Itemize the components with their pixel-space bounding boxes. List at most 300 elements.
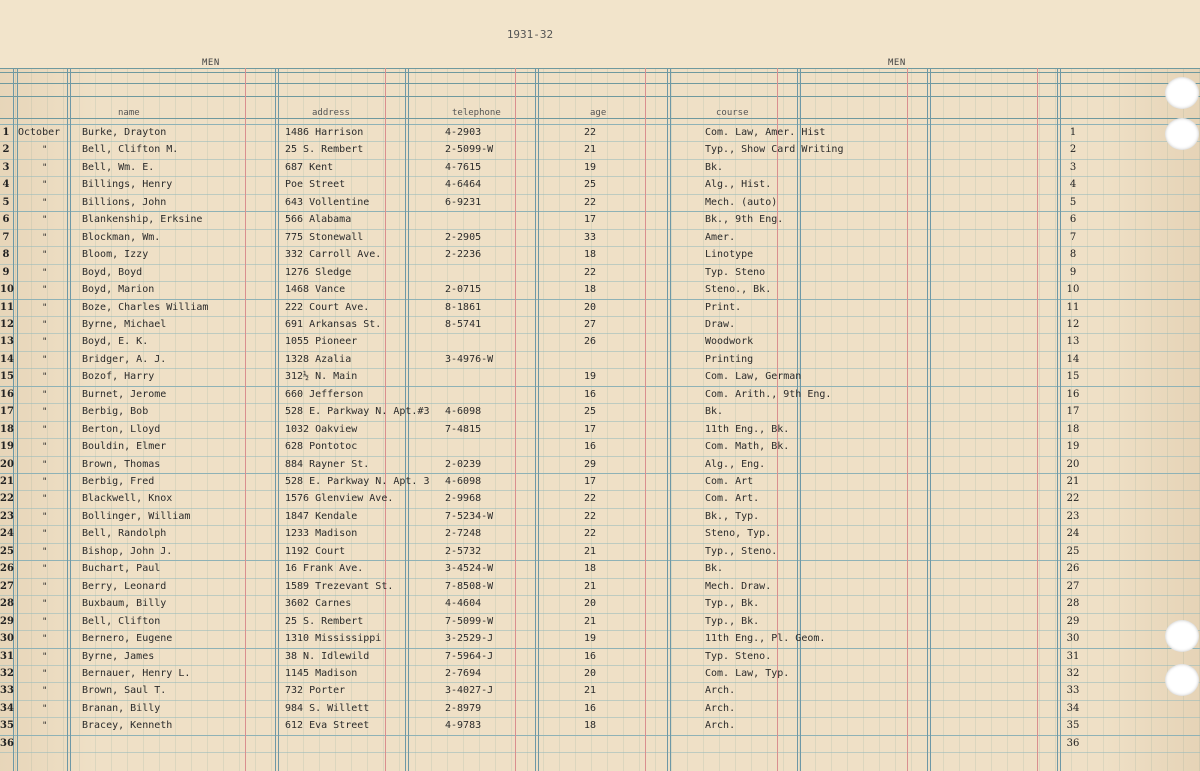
course-cell: Typ., Steno. <box>705 546 778 557</box>
table-row <box>0 229 1200 247</box>
row-number-right: 21 <box>1066 476 1080 487</box>
name-cell: Byrne, James <box>82 651 155 662</box>
name-cell: Boyd, Boyd <box>82 267 143 278</box>
table-row <box>0 281 1200 299</box>
age-cell: 22 <box>584 528 597 539</box>
course-cell: Mech. (auto) <box>705 197 778 208</box>
row-number-right: 19 <box>1066 441 1080 452</box>
row-number-right: 30 <box>1066 633 1080 644</box>
row-number: 20 <box>0 459 14 470</box>
name-cell: Boyd, Marion <box>82 284 155 295</box>
row-number-right: 9 <box>1069 267 1077 278</box>
course-cell: Typ., Bk. <box>705 616 760 627</box>
course-cell: Typ., Bk. <box>705 598 760 609</box>
name-cell: Bernero, Eugene <box>82 633 173 644</box>
row-number: 5 <box>2 197 10 208</box>
course-cell: Bk. <box>705 162 724 173</box>
course-cell: Com. Law, German <box>705 371 802 382</box>
address-cell: 1486 Harrison <box>285 127 364 138</box>
row-number-right: 14 <box>1066 354 1080 365</box>
row-number-right: 2 <box>1069 144 1077 155</box>
age-cell: 25 <box>584 406 597 417</box>
address-cell: 884 Rayner St. <box>285 459 370 470</box>
row-number: 21 <box>0 476 14 487</box>
row-number: 30 <box>0 633 14 644</box>
course-cell: Bk. <box>705 563 724 574</box>
table-row <box>0 525 1200 543</box>
name-cell: Boze, Charles William <box>82 302 209 313</box>
age-cell: 29 <box>584 459 597 470</box>
column-header-telephone: telephone <box>452 108 501 118</box>
row-number: 32 <box>0 668 14 679</box>
course-cell: Com. Math, Bk. <box>705 441 790 452</box>
month-cell: " <box>42 599 48 609</box>
row-number: 7 <box>2 232 10 243</box>
address-cell: 643 Vollentine <box>285 197 370 208</box>
course-cell: Bk., 9th Eng. <box>705 214 784 225</box>
name-cell: Bell, Clifton M. <box>82 144 179 155</box>
telephone-cell: 2-7248 <box>445 528 482 539</box>
row-number: 24 <box>0 528 14 539</box>
table-row <box>0 560 1200 578</box>
ruling-line <box>0 118 1200 119</box>
age-cell: 19 <box>584 633 597 644</box>
table-row <box>0 421 1200 439</box>
telephone-cell: 2-9968 <box>445 493 482 504</box>
address-cell: 775 Stonewall <box>285 232 364 243</box>
telephone-cell: 4-6098 <box>445 476 482 487</box>
month-cell: " <box>42 512 48 522</box>
row-number-right: 32 <box>1066 668 1080 679</box>
telephone-cell: 4-7615 <box>445 162 482 173</box>
address-cell: 16 Frank Ave. <box>285 563 364 574</box>
course-cell: 11th Eng., Bk. <box>705 424 790 435</box>
row-number-right: 23 <box>1066 511 1080 522</box>
age-cell: 21 <box>584 546 597 557</box>
month-cell: " <box>42 721 48 731</box>
month-cell: " <box>42 686 48 696</box>
telephone-cell: 3-4524-W <box>445 563 494 574</box>
row-number: 12 <box>0 319 14 330</box>
age-cell: 19 <box>584 371 597 382</box>
address-cell: 1328 Azalia <box>285 354 352 365</box>
age-cell: 20 <box>584 302 597 313</box>
row-number-right: 13 <box>1066 336 1080 347</box>
telephone-cell: 4-6464 <box>445 179 482 190</box>
row-number-right: 3 <box>1069 162 1077 173</box>
course-cell: Alg., Eng. <box>705 459 766 470</box>
row-number-right: 8 <box>1069 249 1077 260</box>
binder-hole-4 <box>1165 664 1199 696</box>
binder-hole-3 <box>1165 620 1199 652</box>
month-cell: " <box>42 617 48 627</box>
name-cell: Billions, John <box>82 197 167 208</box>
age-cell: 18 <box>584 563 597 574</box>
age-cell: 18 <box>584 720 597 731</box>
row-number-right: 25 <box>1066 546 1080 557</box>
telephone-cell: 2-0715 <box>445 284 482 295</box>
telephone-cell: 4-9783 <box>445 720 482 731</box>
row-number: 4 <box>2 179 10 190</box>
men-label-right: MEN <box>888 58 906 68</box>
telephone-cell: 7-4815 <box>445 424 482 435</box>
month-cell: " <box>42 320 48 330</box>
address-cell: 687 Kent <box>285 162 334 173</box>
row-number-right: 15 <box>1066 371 1080 382</box>
address-cell: 312½ N. Main <box>285 371 358 382</box>
age-cell: 16 <box>584 389 597 400</box>
month-cell: " <box>42 460 48 470</box>
row-number: 33 <box>0 685 14 696</box>
address-cell: 528 E. Parkway N. Apt.#3 <box>285 406 430 417</box>
address-cell: 1589 Trezevant St. <box>285 581 394 592</box>
row-number: 22 <box>0 493 14 504</box>
address-cell: 25 S. Rembert <box>285 616 364 627</box>
table-row <box>0 473 1200 491</box>
telephone-cell: 3-2529-J <box>445 633 494 644</box>
ruling-line <box>0 68 1200 69</box>
telephone-cell: 3-4976-W <box>445 354 494 365</box>
column-header-course: course <box>716 108 749 118</box>
name-cell: Boyd, E. K. <box>82 336 149 347</box>
name-cell: Bishop, John J. <box>82 546 173 557</box>
row-number: 28 <box>0 598 14 609</box>
row-number: 3 <box>2 162 10 173</box>
month-cell: " <box>42 268 48 278</box>
course-cell: Bk. <box>705 406 724 417</box>
telephone-cell: 2-2236 <box>445 249 482 260</box>
row-number: 13 <box>0 336 14 347</box>
month-cell: " <box>42 634 48 644</box>
row-number-right: 24 <box>1066 528 1080 539</box>
age-cell: 22 <box>584 267 597 278</box>
month-cell: " <box>42 407 48 417</box>
month-cell: " <box>42 494 48 504</box>
row-number-right: 7 <box>1069 232 1077 243</box>
month-cell: " <box>42 303 48 313</box>
month-cell: " <box>42 233 48 243</box>
address-cell: 691 Arkansas St. <box>285 319 382 330</box>
row-number-right: 11 <box>1066 302 1080 313</box>
month-cell: " <box>42 163 48 173</box>
row-number-right: 22 <box>1066 493 1080 504</box>
course-cell: Com. Law, Amer. Hist <box>705 127 826 138</box>
address-cell: 1576 Glenview Ave. <box>285 493 394 504</box>
address-cell: 25 S. Rembert <box>285 144 364 155</box>
table-row <box>0 613 1200 631</box>
age-cell: 21 <box>584 144 597 155</box>
age-cell: 22 <box>584 511 597 522</box>
row-number: 14 <box>0 354 14 365</box>
month-cell: " <box>42 704 48 714</box>
age-cell: 18 <box>584 284 597 295</box>
address-cell: Poe Street <box>285 179 346 190</box>
month-cell: " <box>42 337 48 347</box>
row-number: 35 <box>0 720 14 731</box>
row-number: 11 <box>0 302 14 313</box>
age-cell: 16 <box>584 441 597 452</box>
month-cell: " <box>42 529 48 539</box>
telephone-cell: 6-9231 <box>445 197 482 208</box>
telephone-cell: 4-4604 <box>445 598 482 609</box>
ruling-line <box>0 96 1200 97</box>
age-cell: 19 <box>584 162 597 173</box>
row-number-right: 36 <box>1066 738 1080 749</box>
row-number-right: 10 <box>1066 284 1080 295</box>
address-cell: 612 Eva Street <box>285 720 370 731</box>
table-row <box>0 351 1200 369</box>
table-row <box>0 368 1200 386</box>
address-cell: 1032 Oakview <box>285 424 358 435</box>
row-number: 27 <box>0 581 14 592</box>
course-cell: Steno, Typ. <box>705 528 772 539</box>
course-cell: Com. Law, Typ. <box>705 668 790 679</box>
row-number-right: 29 <box>1066 616 1080 627</box>
course-cell: Typ. Steno. <box>705 651 772 662</box>
row-number-right: 31 <box>1066 651 1080 662</box>
name-cell: Berry, Leonard <box>82 581 167 592</box>
row-number-right: 5 <box>1069 197 1077 208</box>
table-row <box>0 735 1200 753</box>
course-cell: Mech. Draw. <box>705 581 772 592</box>
row-number: 1 <box>2 127 10 138</box>
name-cell: Bouldin, Elmer <box>82 441 167 452</box>
course-cell: Linotype <box>705 249 754 260</box>
address-cell: 528 E. Parkway N. Apt. 3 <box>285 476 430 487</box>
address-cell: 1055 Pioneer <box>285 336 358 347</box>
course-cell: Com. Art <box>705 476 754 487</box>
course-cell: Printing <box>705 354 754 365</box>
year-heading: 1931-32 <box>506 28 554 41</box>
age-cell: 18 <box>584 249 597 260</box>
row-number: 6 <box>2 214 10 225</box>
row-number-right: 26 <box>1066 563 1080 574</box>
row-number: 26 <box>0 563 14 574</box>
age-cell: 26 <box>584 336 597 347</box>
name-cell: Blockman, Wm. <box>82 232 161 243</box>
address-cell: 332 Carroll Ave. <box>285 249 382 260</box>
telephone-cell: 2-0239 <box>445 459 482 470</box>
course-cell: Steno., Bk. <box>705 284 772 295</box>
age-cell: 16 <box>584 703 597 714</box>
course-cell: Arch. <box>705 703 736 714</box>
row-number: 29 <box>0 616 14 627</box>
address-cell: 3602 Carnes <box>285 598 352 609</box>
month-cell: " <box>42 355 48 365</box>
row-number-right: 1 <box>1069 127 1077 138</box>
row-number-right: 20 <box>1066 459 1080 470</box>
row-number-right: 34 <box>1066 703 1080 714</box>
row-number-right: 6 <box>1069 214 1077 225</box>
month-cell: " <box>42 215 48 225</box>
row-number: 31 <box>0 651 14 662</box>
age-cell: 22 <box>584 127 597 138</box>
row-number-right: 12 <box>1066 319 1080 330</box>
telephone-cell: 7-5234-W <box>445 511 494 522</box>
telephone-cell: 2-2905 <box>445 232 482 243</box>
name-cell: Billings, Henry <box>82 179 173 190</box>
age-cell: 21 <box>584 581 597 592</box>
row-number-right: 4 <box>1069 179 1077 190</box>
name-cell: Bloom, Izzy <box>82 249 149 260</box>
table-row <box>0 124 1200 142</box>
column-header-address: address <box>312 108 350 118</box>
telephone-cell: 7-5964-J <box>445 651 494 662</box>
table-row <box>0 595 1200 613</box>
course-cell: Typ. Steno <box>705 267 766 278</box>
row-number: 10 <box>0 284 14 295</box>
month-cell: " <box>42 250 48 260</box>
month-cell: " <box>42 390 48 400</box>
telephone-cell: 4-2903 <box>445 127 482 138</box>
table-row <box>0 682 1200 700</box>
table-row <box>0 176 1200 194</box>
row-number: 8 <box>2 249 10 260</box>
name-cell: Berbig, Bob <box>82 406 149 417</box>
table-row <box>0 578 1200 596</box>
course-cell: Amer. <box>705 232 736 243</box>
age-cell: 22 <box>584 197 597 208</box>
row-number: 34 <box>0 703 14 714</box>
table-row <box>0 630 1200 648</box>
table-row <box>0 438 1200 456</box>
telephone-cell: 8-5741 <box>445 319 482 330</box>
telephone-cell: 3-4027-J <box>445 685 494 696</box>
telephone-cell: 2-8979 <box>445 703 482 714</box>
telephone-cell: 7-8508-W <box>445 581 494 592</box>
age-cell: 21 <box>584 616 597 627</box>
table-row <box>0 333 1200 351</box>
course-cell: Draw. <box>705 319 736 330</box>
row-number: 25 <box>0 546 14 557</box>
table-row <box>0 700 1200 718</box>
ruling-line <box>0 72 1200 73</box>
month-cell: " <box>42 652 48 662</box>
month-cell: " <box>42 669 48 679</box>
name-cell: Bozof, Harry <box>82 371 155 382</box>
name-cell: Branan, Billy <box>82 703 161 714</box>
table-row <box>0 299 1200 317</box>
month-cell: " <box>42 145 48 155</box>
table-row <box>0 456 1200 474</box>
table-row <box>0 316 1200 334</box>
telephone-cell: 8-1861 <box>445 302 482 313</box>
row-number-right: 27 <box>1066 581 1080 592</box>
address-cell: 1233 Madison <box>285 528 358 539</box>
course-cell: Typ., Show Card Writing <box>705 144 844 155</box>
table-row <box>0 246 1200 264</box>
month-cell: " <box>42 442 48 452</box>
table-row <box>0 648 1200 666</box>
age-cell: 20 <box>584 668 597 679</box>
ruling-line <box>0 83 1200 84</box>
address-cell: 984 S. Willett <box>285 703 370 714</box>
binder-hole-1 <box>1165 77 1199 109</box>
column-header-age: age <box>590 108 607 118</box>
age-cell: 27 <box>584 319 597 330</box>
age-cell: 17 <box>584 476 597 487</box>
month-cell: " <box>42 180 48 190</box>
row-number-right: 35 <box>1066 720 1080 731</box>
name-cell: Bell, Randolph <box>82 528 167 539</box>
table-row <box>0 403 1200 421</box>
name-cell: Bridger, A. J. <box>82 354 167 365</box>
row-number-right: 28 <box>1066 598 1080 609</box>
address-cell: 1145 Madison <box>285 668 358 679</box>
month-cell: " <box>42 425 48 435</box>
name-cell: Buchart, Paul <box>82 563 161 574</box>
address-cell: 1276 Sledge <box>285 267 352 278</box>
row-number-right: 16 <box>1066 389 1080 400</box>
address-cell: 1310 Mississippi <box>285 633 382 644</box>
table-row <box>0 717 1200 735</box>
name-cell: Bell, Clifton <box>82 616 161 627</box>
name-cell: Bernauer, Henry L. <box>82 668 191 679</box>
row-number: 18 <box>0 424 14 435</box>
month-cell: " <box>42 372 48 382</box>
course-cell: Com. Arith., 9th Eng. <box>705 389 832 400</box>
name-cell: Bracey, Kenneth <box>82 720 173 731</box>
month-cell: " <box>42 582 48 592</box>
name-cell: Brown, Thomas <box>82 459 161 470</box>
age-cell: 25 <box>584 179 597 190</box>
address-cell: 732 Porter <box>285 685 346 696</box>
name-cell: Bollinger, William <box>82 511 191 522</box>
name-cell: Blankenship, Erksine <box>82 214 203 225</box>
age-cell: 20 <box>584 598 597 609</box>
address-cell: 1468 Vance <box>285 284 346 295</box>
table-row <box>0 159 1200 177</box>
row-number-right: 17 <box>1066 406 1080 417</box>
name-cell: Bell, Wm. E. <box>82 162 155 173</box>
name-cell: Byrne, Michael <box>82 319 167 330</box>
month-cell: " <box>42 547 48 557</box>
address-cell: 628 Pontotoc <box>285 441 358 452</box>
table-row <box>0 490 1200 508</box>
table-row <box>0 211 1200 229</box>
name-cell: Blackwell, Knox <box>82 493 173 504</box>
table-row <box>0 665 1200 683</box>
name-cell: Brown, Saul T. <box>82 685 167 696</box>
row-number: 19 <box>0 441 14 452</box>
name-cell: Berbig, Fred <box>82 476 155 487</box>
telephone-cell: 2-7694 <box>445 668 482 679</box>
row-number: 2 <box>2 144 10 155</box>
name-cell: Buxbaum, Billy <box>82 598 167 609</box>
address-cell: 566 Alabama <box>285 214 352 225</box>
name-cell: Burnet, Jerome <box>82 389 167 400</box>
row-number: 9 <box>2 267 10 278</box>
address-cell: 222 Court Ave. <box>285 302 370 313</box>
course-cell: Woodwork <box>705 336 754 347</box>
table-row <box>0 386 1200 404</box>
row-number: 23 <box>0 511 14 522</box>
course-cell: Bk., Typ. <box>705 511 760 522</box>
row-number: 17 <box>0 406 14 417</box>
course-cell: 11th Eng., Pl. Geom. <box>705 633 826 644</box>
table-row <box>0 543 1200 561</box>
table-row <box>0 141 1200 159</box>
binder-hole-2 <box>1165 118 1199 150</box>
row-number-right: 18 <box>1066 424 1080 435</box>
age-cell: 33 <box>584 232 597 243</box>
age-cell: 22 <box>584 493 597 504</box>
name-cell: Burke, Drayton <box>82 127 167 138</box>
table-row <box>0 264 1200 282</box>
men-label-left: MEN <box>202 58 220 68</box>
telephone-cell: 4-6098 <box>445 406 482 417</box>
address-cell: 660 Jefferson <box>285 389 364 400</box>
